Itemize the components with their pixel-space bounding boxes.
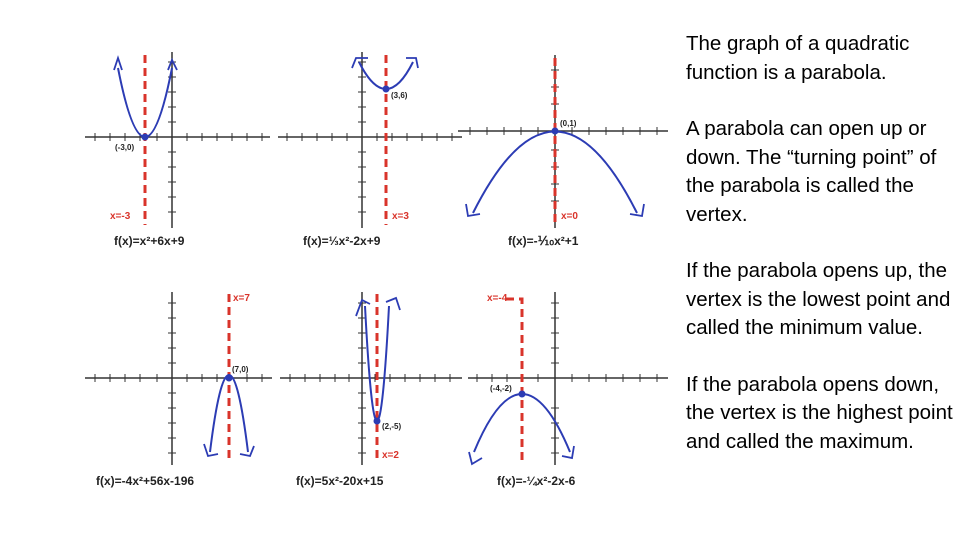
- axis-of-symmetry: [506, 299, 522, 462]
- function-label: f(x)=-⅒x²+1: [508, 234, 579, 248]
- axes: [85, 292, 272, 465]
- graph-3: [458, 55, 668, 248]
- vertex-point: [226, 375, 233, 382]
- axis-label: x=2: [382, 450, 399, 461]
- vertex-label: (3,6): [391, 91, 408, 100]
- axes: [458, 55, 668, 228]
- function-label: f(x)=⅓x²-2x+9: [303, 234, 381, 248]
- vertex-point: [552, 128, 559, 135]
- vertex-label: (-4,-2): [490, 384, 512, 393]
- graph-1: [85, 52, 270, 248]
- vertex-point: [519, 391, 526, 398]
- paragraph-minimum: If the parabola opens up, the vertex is the lowest point and called the minimum value.: [686, 259, 951, 339]
- axis-label: x=-4: [487, 293, 508, 304]
- axis-label: x=0: [561, 211, 578, 222]
- vertex-point: [142, 134, 149, 141]
- axis-label: x=3: [392, 211, 409, 222]
- axes: [280, 292, 462, 465]
- axes: [468, 292, 668, 465]
- vertex-label: (-3,0): [115, 143, 135, 152]
- function-label: f(x)=5x²-20x+15: [296, 474, 384, 488]
- graph-6: [468, 292, 668, 488]
- graph-4: [85, 292, 272, 488]
- paragraph-maximum: If the parabola opens down, the vertex is the highest point and called the maximum.: [686, 372, 953, 453]
- vertex-label: (2,-5): [382, 422, 402, 431]
- graph-5: [280, 292, 462, 488]
- vertex-point: [383, 86, 390, 93]
- function-label: f(x)=x²+6x+9: [114, 234, 185, 248]
- axis-label: x=-3: [110, 211, 131, 222]
- function-label: f(x)=-¼x²-2x-6: [497, 474, 576, 488]
- axes: [85, 52, 270, 228]
- vertex-label: (0,1): [560, 119, 577, 128]
- vertex-point: [374, 418, 381, 425]
- axis-label: x=7: [233, 293, 250, 304]
- vertex-label: (7,0): [232, 365, 249, 374]
- function-label: f(x)=-4x²+56x-196: [96, 474, 195, 488]
- graph-2: [278, 52, 462, 248]
- paragraph-parabola-definition: The graph of a quadratic function is a parabola.: [686, 32, 910, 84]
- explanation-text-panel: [686, 30, 954, 484]
- paragraph-vertex-definition: A parabola can open up or down. The “turning point” of the parabola is called the vertex.: [686, 117, 937, 226]
